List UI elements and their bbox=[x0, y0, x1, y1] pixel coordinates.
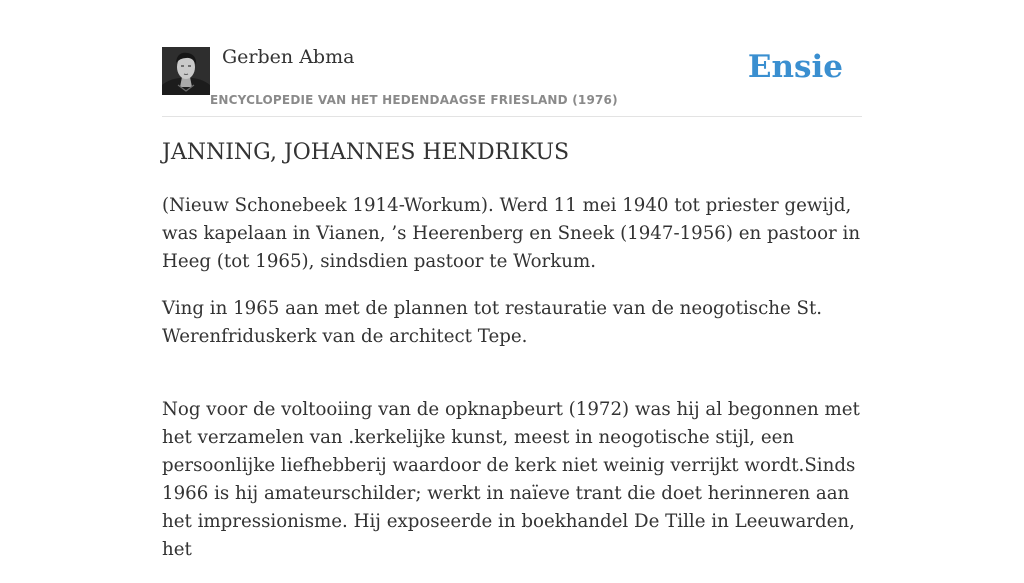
author-portrait-icon bbox=[162, 47, 210, 95]
entry-title: JANNING, JOHANNES HENDRIKUS bbox=[162, 140, 570, 165]
body-paragraph: (Nieuw Schonebeek 1914-Workum). Werd 11 mei 1940 tot priester gewijd, was kapelaan in Vianen, ’s Heerenberg en Sneek (1947-1956) en pastoor in Heeg (tot 1965), sindsdien pastoor te Workum. bbox=[162, 195, 861, 272]
author-name[interactable]: Gerben Abma bbox=[222, 46, 355, 68]
brand-logo[interactable]: Ensie bbox=[747, 49, 843, 85]
body-paragraph: Ving in 1965 aan met de plannen tot restauratie van de neogotische St. Werenfriduskerk van de architect Tepe. bbox=[162, 298, 823, 347]
entry-header bbox=[162, 46, 862, 117]
avatar[interactable] bbox=[162, 47, 210, 95]
body-paragraph: Nog voor de voltooiing van de opknapbeurt (1972) was hij al begonnen met het verzamelen van .kerkelijke kunst, meest in neogotische stijl, een persoonlijke liefhebberij waardoor de kerk niet weinig verrijkt wordt.Sinds 1966 is hij amateurschilder; werkt in naïeve trant die doet herinneren aan het impressionisme. Hij exposeerde in boekhandel De Tille in Leeuwarden, het bbox=[162, 399, 860, 560]
entry-body bbox=[162, 192, 862, 583]
source-label[interactable]: ENCYCLOPEDIE VAN HET HEDENDAAGSE FRIESLAND (1976) bbox=[210, 93, 618, 107]
